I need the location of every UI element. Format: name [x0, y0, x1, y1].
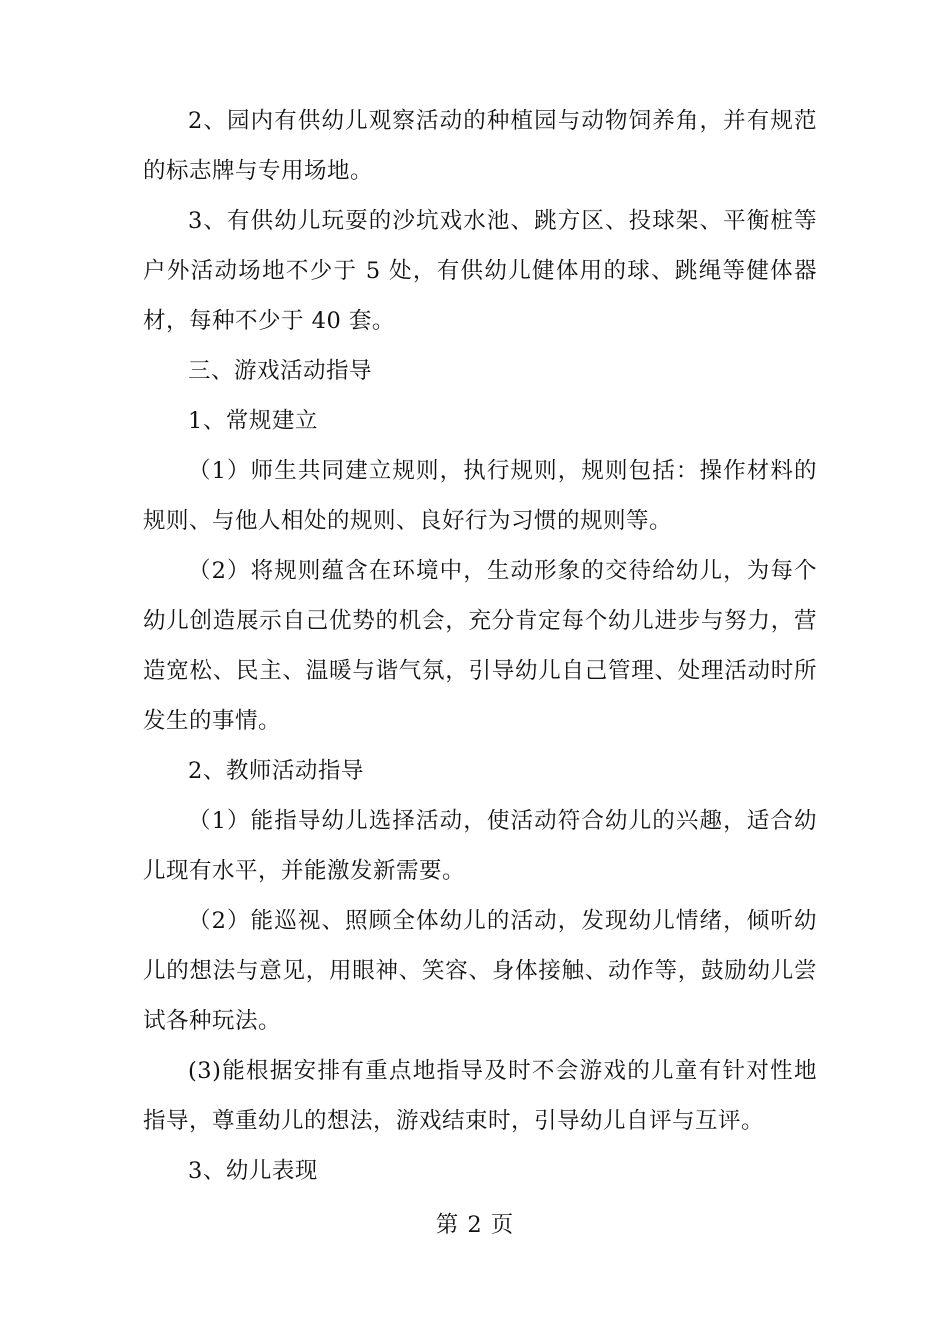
section-heading-game-guidance: 三、游戏活动指导 [188, 358, 373, 384]
paragraph-teacher-3: (3)能根据安排有重点地指导及时不会游戏的儿童有针对性地指导，尊重幼儿的想法，游戏结束时，引导幼儿自评与互评。 [143, 1058, 817, 1134]
page-number: 第 2 页 [435, 1212, 515, 1238]
subheading-child-performance: 3、幼儿表现 [188, 1158, 318, 1184]
subheading-teacher-guidance: 2、教师活动指导 [188, 758, 364, 784]
document-body [143, 96, 817, 1196]
paragraph-outdoor-facilities: 3、有供幼儿玩耍的沙坑戏水池、跳方区、投球架、平衡桩等户外活动场地不少于 5 处，有供幼儿健体用的球、跳绳等健体器材，每种不少于 40 套。 [143, 208, 817, 334]
paragraph-rules-1: （1）师生共同建立规则，执行规则，规则包括：操作材料的规则、与他人相处的规则、良好行为习惯的规则等。 [143, 458, 817, 534]
paragraph-teacher-2: （2）能巡视、照顾全体幼儿的活动，发现幼儿情绪，倾听幼儿的想法与意见，用眼神、笑容、身体接触、动作等，鼓励幼儿尝试各种玩法。 [143, 908, 817, 1034]
subheading-routine-rules: 1、常规建立 [188, 408, 318, 434]
paragraph-teacher-1: （1）能指导幼儿选择活动，使活动符合幼儿的兴趣，适合幼儿现有水平，并能激发新需要。 [143, 808, 817, 884]
paragraph-rules-2: （2）将规则蕴含在环境中，生动形象的交待给幼儿，为每个幼儿创造展示自己优势的机会，充分肯定每个幼儿进步与努力，营造宽松、民主、温暖与谐气氛，引导幼儿自己管理、处理活动时所发生的事情。 [143, 558, 817, 734]
paragraph-garden: 2、园内有供幼儿观察活动的种植园与动物饲养角，并有规范的标志牌与专用场地。 [143, 108, 817, 184]
